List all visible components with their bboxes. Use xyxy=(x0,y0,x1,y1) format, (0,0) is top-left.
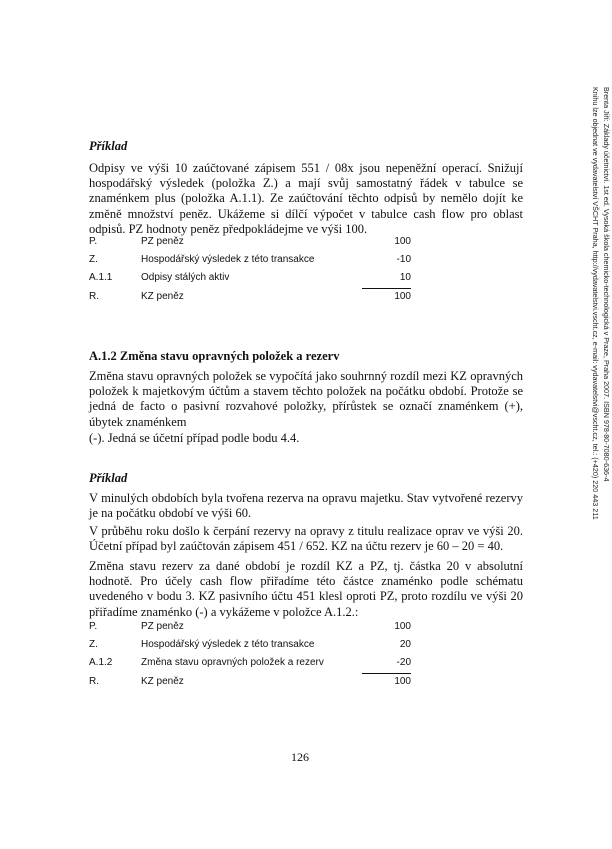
example2-paragraph-2: V průběhu roku došlo k čerpání rezervy na opravy z titulu realizace oprav ve výši 20. Účetní případ byl zaúčtován zápisem 451 / 652. KZ na účtu rezerv je 60 – 20 = 40. xyxy=(89,524,523,554)
row-value: 100 xyxy=(394,236,411,247)
table-row xyxy=(89,291,411,305)
sum-rule xyxy=(362,288,411,289)
section-paragraph-1: Změna stavu opravných položek se vypočítá jako souhrnný rozdíl mezi KZ opravných položek k majetkovým účtům a stavem těchto položek na počátku období. Protože se jedná de facto o pasivní rozvahové položky, přírůstek se označí znaménkem (+), úbytek znaménkem xyxy=(89,369,523,429)
row-code: P. xyxy=(89,621,98,632)
table-row xyxy=(89,272,411,286)
row-description: PZ peněz xyxy=(141,236,184,247)
side-citation-line2: Knihu lze objednat ve vydavatelství VŠCHT Praha, http://vydavatelstvi.vscht.cz, e-mail: vydavatelstvi@vscht.cz, tel.: (+420) 220 443 211 xyxy=(591,87,600,520)
row-value: 100 xyxy=(394,291,411,302)
row-description: Změna stavu opravných položek a rezerv xyxy=(141,657,324,668)
row-code: A.1.1 xyxy=(89,272,113,283)
section-paragraph-2: (-). Jedná se účetní případ podle bodu 4.4. xyxy=(89,431,300,445)
row-code: R. xyxy=(89,291,99,302)
row-description: KZ peněz xyxy=(141,291,184,302)
example1-heading: Příklad xyxy=(89,139,128,153)
example1-paragraph: Odpisy ve výši 10 zaúčtované zápisem 551 / 08x jsou nepeněžní operací. Snižují hospodářský výsledek (položka Z.) a mají svůj samostatný řádek v tabulce se znaménkem plus (položka A.1.1). Ze zaúčtování těchto odpisů by nemělo dojít ke změně množství peněz. Ukážeme si dílčí výpočet v tabulce cash flow pro oblast odpisů. PZ hodnoty peněz předpokládejme ve výši 100. xyxy=(89,161,523,236)
example2-paragraph-3: Změna stavu rezerv za dané období je rozdíl KZ a PZ, tj. částka 20 v absolutní hodnotě. Pro účely cash flow přiřadíme této částce znaménko podle schématu uvedeného v bodu 3. KZ pasivního účtu 451 klesl oproti PZ, proto rozdílu ve výši 20 přiřadíme znaménko (-) a vykážeme v položce A.1.2.: xyxy=(89,559,523,619)
section-heading: A.1.2 Změna stavu opravných položek a rezerv xyxy=(89,349,340,363)
side-citation xyxy=(585,87,612,627)
row-value: -20 xyxy=(396,657,411,668)
row-code: A.1.2 xyxy=(89,657,113,668)
row-code: R. xyxy=(89,676,99,687)
table-row xyxy=(89,676,411,690)
row-description: KZ peněz xyxy=(141,676,184,687)
row-code: Z. xyxy=(89,639,98,650)
row-value: 100 xyxy=(394,676,411,687)
row-value: 100 xyxy=(394,621,411,632)
table-row xyxy=(89,657,411,671)
example2-heading: Příklad xyxy=(89,471,128,485)
row-description: Hospodářský výsledek z této transakce xyxy=(141,254,315,265)
row-value: 20 xyxy=(399,639,411,650)
row-value: -10 xyxy=(396,254,411,265)
side-citation-line1: Brenta Jiří: Základy účetnictví. 1st ed. Vysoká škola chemicko-technologická v Praze, Praha 2007. ISBN 978-80-7080-636-4 xyxy=(602,87,611,482)
table-row xyxy=(89,254,411,268)
example2-paragraph-1: V minulých obdobích byla tvořena rezerva na opravu majetku. Stav vytvořené rezervy je na počátku období ve výši 60. xyxy=(89,491,523,521)
row-description: PZ peněz xyxy=(141,621,184,632)
table-row xyxy=(89,236,411,250)
row-code: Z. xyxy=(89,254,98,265)
row-description: Hospodářský výsledek z této transakce xyxy=(141,639,315,650)
table-row xyxy=(89,621,411,635)
row-code: P. xyxy=(89,236,98,247)
table-row xyxy=(89,639,411,653)
page-number: 126 xyxy=(291,750,309,764)
row-value: 10 xyxy=(399,272,411,283)
row-description: Odpisy stálých aktiv xyxy=(141,272,230,283)
sum-rule xyxy=(362,673,411,674)
